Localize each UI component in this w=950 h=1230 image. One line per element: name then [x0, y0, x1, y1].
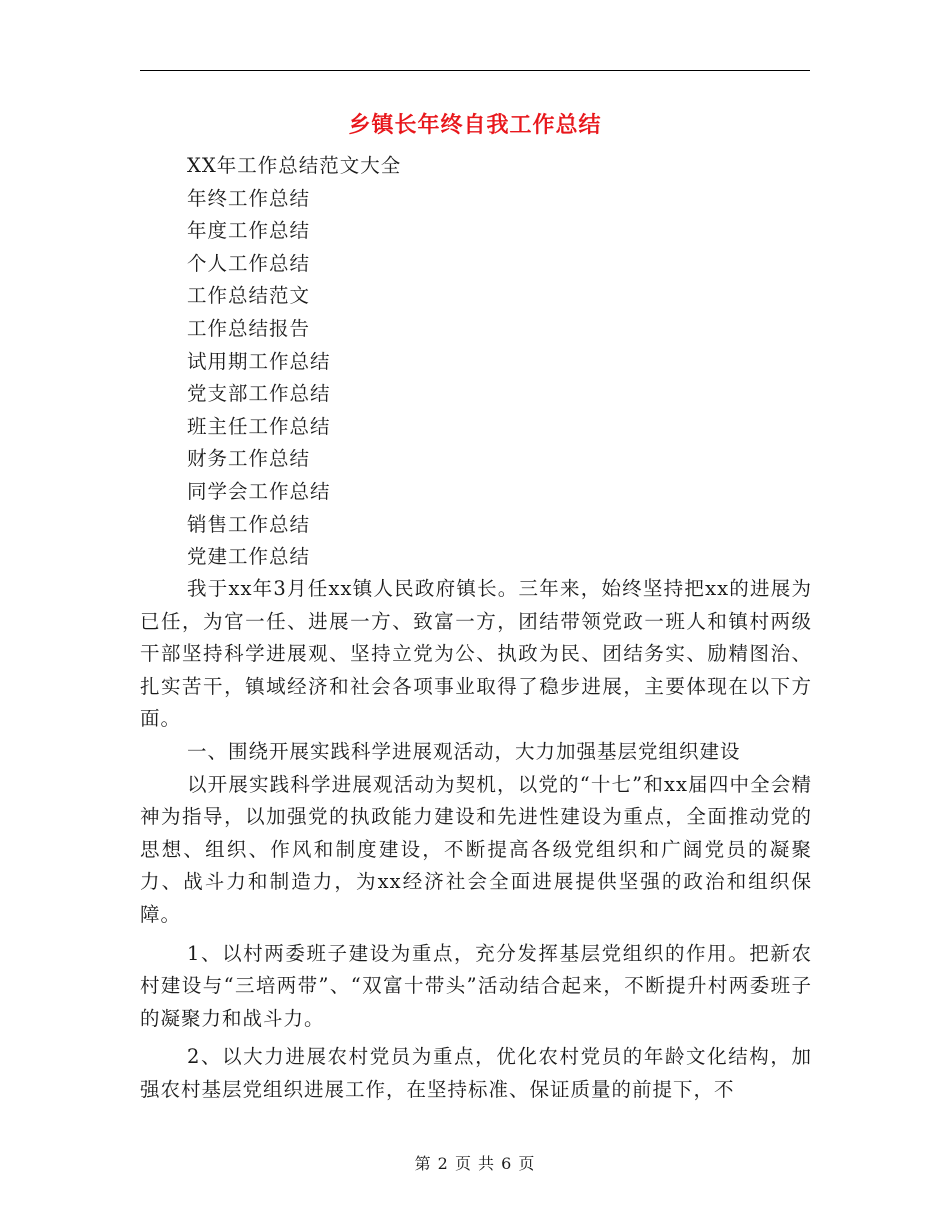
- toc-item: 财务工作总结: [187, 447, 311, 471]
- toc-item: 试用期工作总结: [187, 349, 331, 373]
- toc-item: 党建工作总结: [187, 545, 311, 569]
- body-paragraph: 2、以大力进展农村党员为重点，优化农村党员的年龄文化结构，加强农村基层党组织进展工作，在坚持标准、保证质量的前提下，不: [140, 1045, 812, 1101]
- body-paragraph: 以开展实践科学进展观活动为契机，以党的“十七”和xx届四中全会精神为指导，以加强党的执政能力建设和先进性建设为重点，全面推动党的思想、组织、作风和制度建设，不断提高各级党组织和广阔党员的凝聚力、战斗力和制造力，为xx经济社会全面进展提供坚强的政治和组织保障。: [140, 772, 812, 926]
- toc-item: 同学会工作总结: [187, 479, 331, 503]
- toc-item: 个人工作总结: [187, 251, 311, 275]
- body-paragraph: 1、以村两委班子建设为重点，充分发挥基层党组织的作用。把新农村建设与“三培两带”、“双富十带头”活动结合起来，不断提升村两委班子的凝聚力和战斗力。: [140, 941, 812, 1030]
- section-heading: 一、围绕开展实践科学进展观活动，大力加强基层党组织建设: [187, 739, 741, 763]
- header-rule: [140, 70, 810, 71]
- toc-item: 班主任工作总结: [187, 414, 331, 438]
- toc-list: [187, 150, 401, 574]
- toc-item: 销售工作总结: [187, 512, 311, 536]
- page-number-footer: 第 2 页 共 6 页: [414, 1154, 536, 1173]
- document-title: 乡镇长年终自我工作总结: [348, 113, 602, 138]
- toc-item: 年度工作总结: [187, 219, 311, 243]
- toc-item: 党支部工作总结: [187, 382, 331, 406]
- body-paragraph: 我于xx年3月任xx镇人民政府镇长。三年来，始终坚持把xx的进展为已任，为官一任、进展一方、致富一方，团结带领党政一班人和镇村两级干部坚持科学进展观、坚持立党为公、执政为民、团结务实、励精图治、扎实苦干，镇域经济和社会各项事业取得了稳步进展，主要体现在以下方面。: [140, 577, 812, 731]
- toc-item: 工作总结报告: [187, 316, 311, 340]
- toc-item: 年终工作总结: [187, 186, 311, 210]
- document-body: [140, 573, 812, 1107]
- toc-item: 工作总结范文: [187, 284, 311, 308]
- toc-item: XX年工作总结范文大全: [187, 154, 402, 177]
